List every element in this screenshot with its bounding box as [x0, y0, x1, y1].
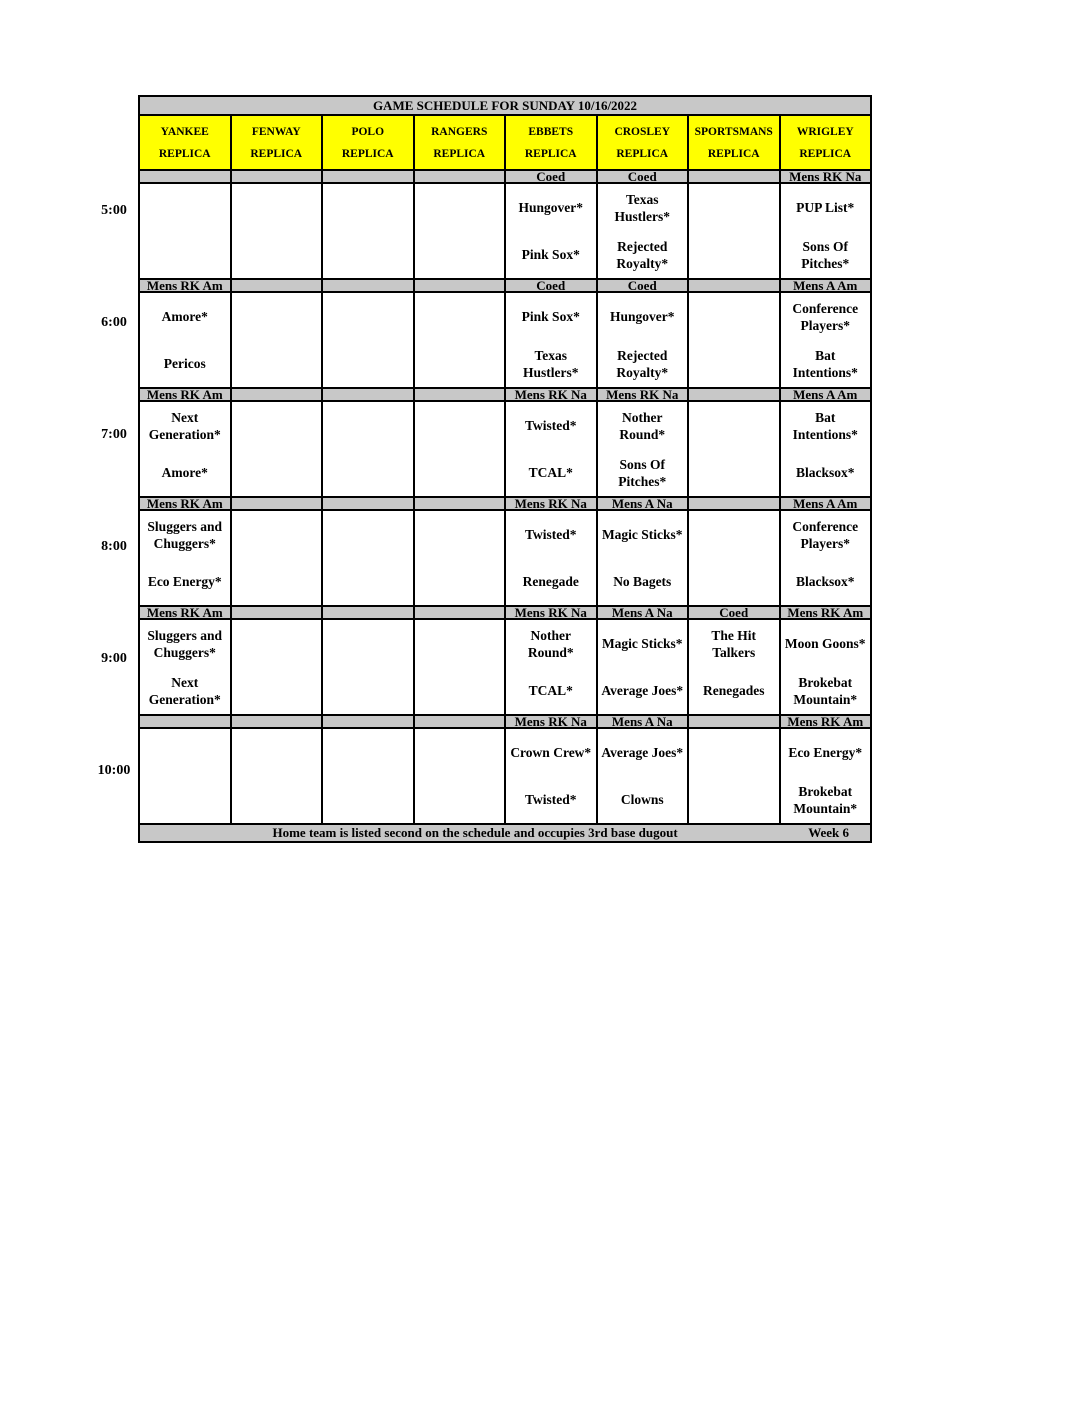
division-label: Mens RK Am	[139, 279, 231, 292]
home-team: Renegade	[522, 574, 579, 589]
away-team: Next Generation*	[148, 409, 221, 442]
away-team: PUP List*	[796, 200, 855, 215]
division-label	[231, 388, 323, 401]
home-team: Pink Sox*	[521, 247, 580, 262]
division-label	[322, 497, 414, 510]
time-label: 8:00	[101, 539, 127, 554]
field-header	[505, 115, 597, 170]
home-team: Rejected Royalty*	[616, 238, 669, 271]
division-label	[231, 715, 323, 728]
game-cell	[139, 510, 231, 606]
division-label: Mens RK Am	[780, 715, 872, 728]
division-label: Mens RK Na	[505, 388, 597, 401]
field-name: EBBETS	[528, 125, 574, 138]
division-label	[139, 170, 231, 183]
game-cell	[780, 401, 872, 497]
field-subtitle: REPLICA	[433, 147, 486, 160]
home-team: Bat Intentions*	[792, 347, 858, 380]
division-label: Coed	[688, 606, 780, 619]
division-label: Mens RK Am	[139, 606, 231, 619]
game-cell	[322, 728, 414, 824]
game-cell	[231, 183, 323, 279]
division-label	[322, 388, 414, 401]
division-label	[322, 279, 414, 292]
footer-row	[139, 824, 871, 842]
home-team: Clowns	[620, 792, 664, 807]
home-team: Blacksox*	[795, 465, 855, 480]
game-cell	[688, 292, 780, 388]
field-header-row	[139, 115, 871, 170]
home-team: Blacksox*	[795, 574, 855, 589]
away-team: Hungover*	[609, 309, 675, 324]
game-row	[139, 619, 871, 715]
division-label	[322, 606, 414, 619]
division-row	[139, 606, 871, 619]
home-team: Sons Of Pitches*	[801, 238, 850, 271]
game-cell	[505, 510, 597, 606]
game-cell	[414, 619, 506, 715]
game-row	[139, 728, 871, 824]
game-cell	[688, 619, 780, 715]
division-label	[414, 715, 506, 728]
home-team: Renegades	[703, 683, 765, 698]
schedule-title: GAME SCHEDULE FOR SUNDAY 10/16/2022	[139, 96, 871, 115]
away-team: Nother Round*	[619, 409, 666, 442]
division-label: Mens RK Na	[597, 388, 689, 401]
division-label: Mens A Am	[780, 279, 872, 292]
division-row	[139, 279, 871, 292]
game-cell	[688, 728, 780, 824]
field-name: CROSLEY	[614, 125, 671, 138]
field-subtitle: REPLICA	[707, 147, 760, 160]
field-name: SPORTSMANS	[694, 125, 773, 138]
game-cell	[322, 292, 414, 388]
division-label	[139, 715, 231, 728]
division-label	[688, 497, 780, 510]
division-row	[139, 388, 871, 401]
division-label	[414, 388, 506, 401]
game-cell	[780, 292, 872, 388]
away-team: Bat Intentions*	[792, 409, 858, 442]
away-team: Sluggers and Chuggers*	[147, 518, 223, 551]
division-label: Mens A Na	[597, 715, 689, 728]
field-name: POLO	[351, 125, 385, 138]
away-team: The Hit Talkers	[711, 627, 757, 660]
division-row	[139, 497, 871, 510]
division-label	[322, 715, 414, 728]
field-header	[322, 115, 414, 170]
field-name: RANGERS	[431, 125, 488, 138]
division-label: Mens RK Na	[505, 606, 597, 619]
field-header	[231, 115, 323, 170]
game-cell	[780, 619, 872, 715]
game-cell	[231, 619, 323, 715]
time-label: 9:00	[101, 651, 127, 666]
game-cell	[139, 183, 231, 279]
division-label	[414, 606, 506, 619]
game-cell	[505, 292, 597, 388]
away-team: Eco Energy*	[788, 745, 863, 760]
division-label	[688, 170, 780, 183]
field-name: WRIGLEY	[796, 125, 854, 138]
away-team: Conference Players*	[792, 300, 859, 333]
game-cell	[322, 619, 414, 715]
away-team: Magic Sticks*	[601, 636, 683, 651]
away-team: Sluggers and Chuggers*	[147, 627, 223, 660]
home-team: TCAL*	[528, 683, 573, 698]
game-cell	[231, 510, 323, 606]
away-team: Hungover*	[518, 200, 583, 215]
division-label: Coed	[597, 279, 689, 292]
division-label: Mens RK Na	[780, 170, 872, 183]
home-team: Next Generation*	[148, 674, 221, 707]
game-cell	[505, 183, 597, 279]
game-cell	[597, 292, 689, 388]
home-team: TCAL*	[528, 465, 573, 480]
field-subtitle: REPLICA	[799, 147, 852, 160]
game-cell	[322, 183, 414, 279]
game-cell	[322, 401, 414, 497]
home-team: Rejected Royalty*	[616, 347, 669, 380]
home-team: No Bagets	[613, 574, 672, 589]
home-team: Pericos	[163, 356, 206, 371]
game-row	[139, 510, 871, 606]
home-team: Brokebat Mountain*	[793, 674, 858, 707]
away-team: Twisted*	[524, 527, 577, 542]
away-team: Nother Round*	[527, 627, 574, 660]
away-team: Conference Players*	[792, 518, 859, 551]
game-cell	[414, 401, 506, 497]
field-name: FENWAY	[251, 125, 301, 138]
field-subtitle: REPLICA	[616, 147, 669, 160]
division-row	[139, 170, 871, 183]
division-label: Coed	[597, 170, 689, 183]
game-cell	[231, 401, 323, 497]
game-cell	[597, 401, 689, 497]
field-header	[414, 115, 506, 170]
away-team: Moon Goons*	[784, 636, 866, 651]
footer-cell	[139, 824, 871, 842]
game-cell	[597, 183, 689, 279]
game-cell	[139, 728, 231, 824]
game-cell	[688, 510, 780, 606]
home-team: Eco Energy*	[147, 574, 222, 589]
time-label: 10:00	[97, 763, 131, 778]
division-label: Mens RK Am	[139, 388, 231, 401]
game-cell	[780, 183, 872, 279]
time-label: 6:00	[101, 315, 127, 330]
field-header	[780, 115, 872, 170]
home-team: Average Joes*	[601, 683, 684, 698]
division-label: Mens A Am	[780, 388, 872, 401]
game-cell	[231, 292, 323, 388]
field-subtitle: REPLICA	[341, 147, 394, 160]
field-subtitle: REPLICA	[158, 147, 211, 160]
footer-note: Home team is listed second on the schedule and occupies 3rd base dugout	[272, 825, 678, 840]
schedule-table	[138, 95, 872, 843]
game-cell	[139, 292, 231, 388]
game-cell	[505, 728, 597, 824]
week-label: Week 6	[808, 825, 849, 840]
division-label: Mens A Na	[597, 606, 689, 619]
field-header	[688, 115, 780, 170]
game-cell	[688, 401, 780, 497]
field-subtitle: REPLICA	[250, 147, 303, 160]
game-cell	[505, 401, 597, 497]
division-label: Coed	[505, 279, 597, 292]
division-label	[414, 279, 506, 292]
division-label: Mens RK Am	[139, 497, 231, 510]
division-label	[322, 170, 414, 183]
away-team: Crown Crew*	[510, 745, 592, 760]
game-row	[139, 401, 871, 497]
away-team: Texas Hustlers*	[614, 191, 670, 224]
home-team: Brokebat Mountain*	[793, 783, 858, 816]
division-label: Coed	[505, 170, 597, 183]
home-team: Amore*	[161, 465, 208, 480]
game-cell	[597, 619, 689, 715]
division-label: Mens RK Na	[505, 497, 597, 510]
division-label: Mens A Na	[597, 497, 689, 510]
game-cell	[597, 510, 689, 606]
division-label	[688, 388, 780, 401]
game-cell	[688, 183, 780, 279]
game-cell	[414, 728, 506, 824]
game-cell	[414, 510, 506, 606]
away-team: Pink Sox*	[521, 309, 580, 324]
game-cell	[414, 292, 506, 388]
division-row	[139, 715, 871, 728]
division-label: Mens RK Am	[780, 606, 872, 619]
division-label	[688, 715, 780, 728]
time-label: 7:00	[101, 427, 127, 442]
division-label: Mens A Am	[780, 497, 872, 510]
division-label	[414, 170, 506, 183]
away-team: Magic Sticks*	[601, 527, 683, 542]
division-label	[414, 497, 506, 510]
division-label	[231, 279, 323, 292]
game-cell	[597, 728, 689, 824]
field-subtitle: REPLICA	[524, 147, 577, 160]
field-header	[597, 115, 689, 170]
game-cell	[505, 619, 597, 715]
field-header	[139, 115, 231, 170]
field-name: YANKEE	[160, 125, 209, 138]
game-row	[139, 183, 871, 279]
division-label	[231, 606, 323, 619]
division-label: Mens RK Na	[505, 715, 597, 728]
game-cell	[414, 183, 506, 279]
division-label	[688, 279, 780, 292]
division-label	[231, 497, 323, 510]
game-cell	[322, 510, 414, 606]
home-team: Twisted*	[524, 792, 577, 807]
home-team: Texas Hustlers*	[523, 347, 579, 380]
division-label	[231, 170, 323, 183]
home-team: Sons Of Pitches*	[618, 456, 667, 489]
game-cell	[139, 619, 231, 715]
time-label: 5:00	[101, 203, 127, 218]
game-cell	[231, 728, 323, 824]
away-team: Amore*	[161, 309, 208, 324]
game-cell	[780, 728, 872, 824]
game-cell	[139, 401, 231, 497]
away-team: Average Joes*	[601, 745, 684, 760]
away-team: Twisted*	[524, 418, 577, 433]
game-cell	[780, 510, 872, 606]
game-row	[139, 292, 871, 388]
